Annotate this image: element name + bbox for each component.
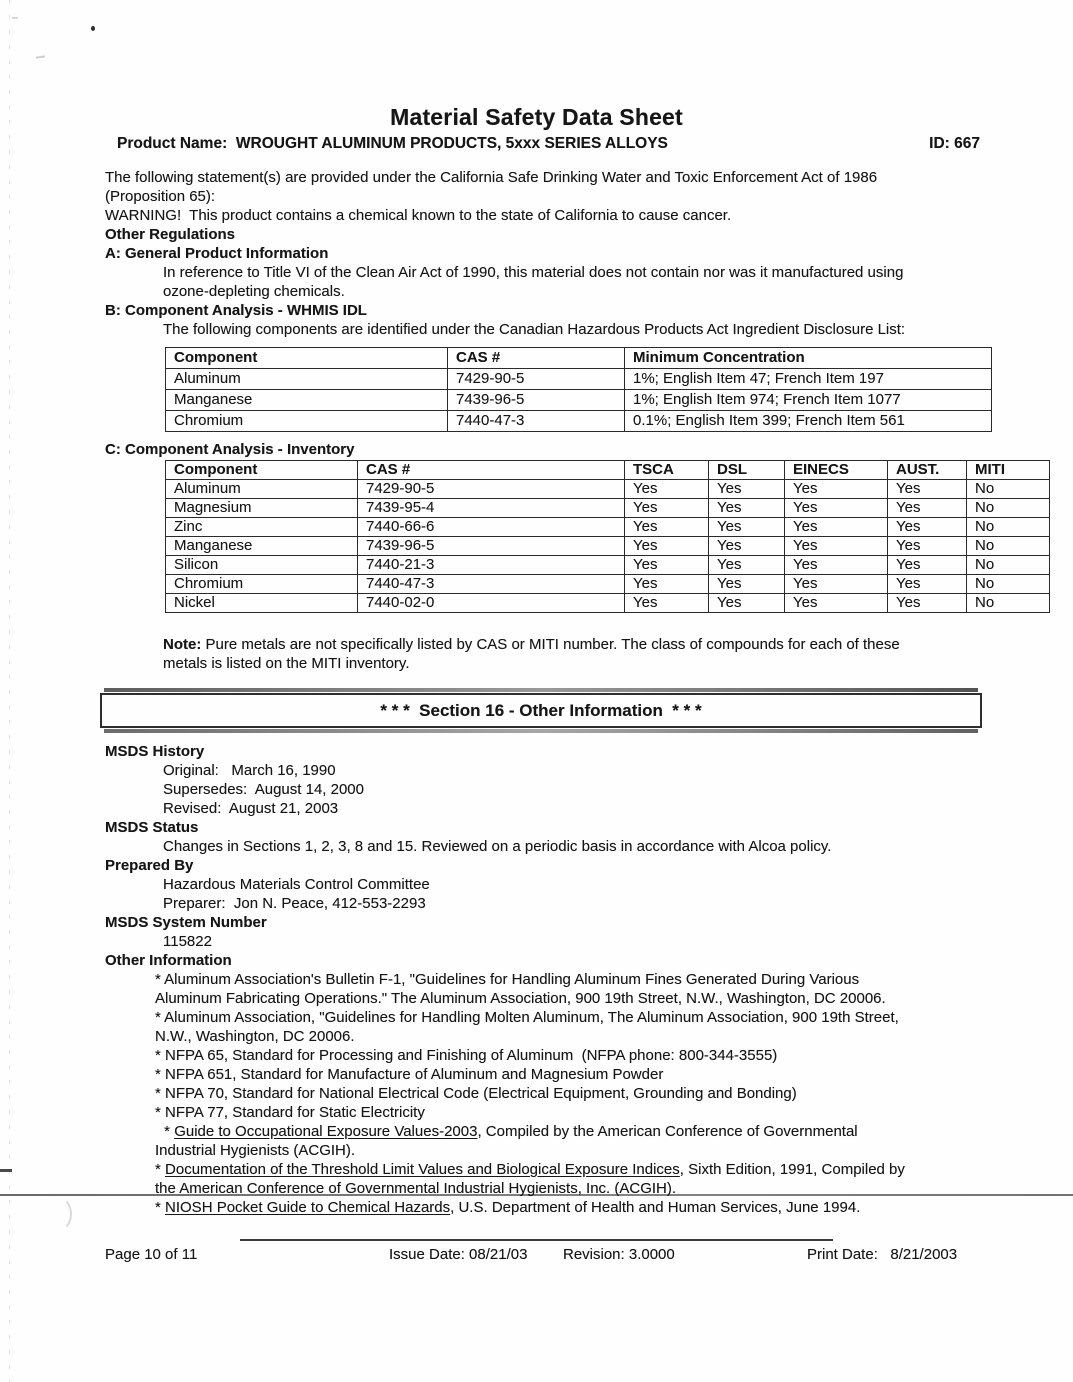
section-16-body [105,742,905,1217]
column-header: CAS # [448,348,625,369]
cell-cas: 7439-96-5 [448,390,625,411]
cell-component: Magnesium [166,499,358,518]
cell-tsca: Yes [625,556,709,575]
msds-history-revised: Revised: August 21, 2003 [163,800,339,817]
cell-dsl: Yes [709,499,785,518]
msds-history-original: Original: March 16, 1990 [163,762,336,779]
table-header-row [166,348,992,369]
cell-aust: Yes [888,518,967,537]
table-row [166,537,1050,556]
other-info-item: * NFPA 65, Standard for Processing and Finishing of Aluminum (NFPA phone: 800-344-3555) [155,1047,778,1064]
other-info-item: * NFPA 77, Standard for Static Electricity [155,1104,425,1121]
cell-miti: No [967,575,1050,594]
cell-aust: Yes [888,556,967,575]
inventory-table [165,460,1050,613]
cell-dsl: Yes [709,556,785,575]
reference-title: NIOSH Pocket Guide to Chemical Hazards [165,1199,451,1216]
msds-history-supersedes: Supersedes: August 14, 2000 [163,781,364,798]
other-information-heading: Other Information [105,952,232,969]
other-info-item: * NFPA 70, Standard for National Electrical Code (Electrical Equipment, Grounding and Bonding) [155,1085,797,1102]
cell-component: Zinc [166,518,358,537]
prepared-by-heading: Prepared By [105,857,194,874]
note-line2: metals is listed on the MITI inventory. [163,655,410,672]
column-header: MITI [967,461,1050,480]
cell-aust: Yes [888,499,967,518]
prepared-by-committee: Hazardous Materials Control Committee [163,876,430,893]
reference-title: Documentation of the Threshold Limit Values and Biological Exposure Indices [165,1161,680,1178]
inventory-note [163,635,900,673]
cell-dsl: Yes [709,480,785,499]
cell-tsca: Yes [625,518,709,537]
scan-edge-noise [9,0,10,1382]
cell-cas: 7439-95-4 [358,499,625,518]
scan-artifact-mark [36,55,45,58]
table-header-row [166,461,1050,480]
cell-cas: 7440-47-3 [448,411,625,432]
msds-history-heading: MSDS History [105,743,205,760]
cell-tsca: Yes [625,594,709,613]
regulations-section [105,168,905,339]
cell-einecs: Yes [785,499,888,518]
cell-einecs: Yes [785,556,888,575]
whmis-table [165,347,992,432]
cell-component: Manganese [166,390,448,411]
cell-aust: Yes [888,575,967,594]
msds-system-number-value: 115822 [163,933,212,950]
section-b-intro: The following components are identified under the Canadian Hazardous Products Act Ingredient Disclosure List: [163,321,906,338]
column-header: DSL [709,461,785,480]
msds-status-body: Changes in Sections 1, 2, 3, 8 and 15. Reviewed on a periodic basis in accordance with Alcoa policy. [163,838,832,855]
scan-artifact-dash [0,1169,12,1172]
msds-system-number-heading: MSDS System Number [105,914,267,931]
cell-einecs: Yes [785,480,888,499]
cell-dsl: Yes [709,575,785,594]
other-info-item: * Documentation of the Threshold Limit Values and Biological Exposure Indices, Sixth Edition, 1991, Compiled by [155,1161,905,1178]
reference-title: Guide to Occupational Exposure Values-2003 [174,1123,478,1140]
table-row [166,390,992,411]
column-header: AUST. [888,461,967,480]
cell-dsl: Yes [709,594,785,613]
cell-concentration: 1%; English Item 47; French Item 197 [625,369,992,390]
cell-aust: Yes [888,594,967,613]
column-header: Minimum Concentration [625,348,992,369]
cell-tsca: Yes [625,575,709,594]
scan-artifact-dot [91,26,95,31]
cell-component: Chromium [166,575,358,594]
table-row [166,411,992,432]
table-row [166,480,1050,499]
document-id: ID: 667 [929,135,980,152]
section-a-body-line1: In reference to Title VI of the Clean Air Act of 1990, this material does not contain nor was it manufactured using [163,264,904,281]
column-header: TSCA [625,461,709,480]
section-16-heading: * * * Section 16 - Other Information * * * [100,693,982,728]
cell-component: Chromium [166,411,448,432]
prop65-warning: WARNING! This product contains a chemical known to the state of California to cause cancer. [105,207,732,224]
note-label: Note: [163,636,202,653]
product-name: Product Name: WROUGHT ALUMINUM PRODUCTS, 5xxx SERIES ALLOYS [117,135,668,152]
table-row [166,518,1050,537]
cell-cas: 7440-21-3 [358,556,625,575]
scan-artifact-mark [12,17,18,19]
cell-dsl: Yes [709,518,785,537]
page-title: Material Safety Data Sheet [390,104,683,130]
cell-einecs: Yes [785,594,888,613]
cell-tsca: Yes [625,499,709,518]
cell-aust: Yes [888,480,967,499]
column-header: EINECS [785,461,888,480]
other-info-item-cont: Industrial Hygienists (ACGIH). [155,1142,356,1159]
table-row [166,369,992,390]
cell-cas: 7440-47-3 [358,575,625,594]
note-line1: Note: Pure metals are not specifically listed by CAS or MITI number. The class of compounds for each of these [163,636,900,653]
cell-miti: No [967,537,1050,556]
cell-concentration: 0.1%; English Item 399; French Item 561 [625,411,992,432]
msds-status-heading: MSDS Status [105,819,199,836]
cell-component: Manganese [166,537,358,556]
table-row [166,499,1050,518]
table-row [166,594,1050,613]
cell-miti: No [967,556,1050,575]
cell-miti: No [967,518,1050,537]
cell-tsca: Yes [625,537,709,556]
page-number: Page 10 of 11 [105,1246,198,1263]
print-date: Print Date: 8/21/2003 [807,1246,958,1263]
section-a-body-line2: ozone-depleting chemicals. [163,283,345,300]
product-name-row [117,135,980,153]
cell-cas: 7440-66-6 [358,518,625,537]
cell-cas: 7439-96-5 [358,537,625,556]
other-info-item-cont: N.W., Washington, DC 20006. [155,1028,355,1045]
other-info-item-cont: the American Conference of Governmental Industrial Hygienists, Inc. (ACGIH). [155,1180,677,1197]
table-row [166,556,1050,575]
other-info-item: * Aluminum Association's Bulletin F-1, "Guidelines for Handling Aluminum Fines Generated During Various [155,971,860,988]
section-b-heading: B: Component Analysis - WHMIS IDL [105,302,367,319]
footer-divider [240,1239,833,1241]
column-header: CAS # [358,461,625,480]
column-header: Component [166,461,358,480]
cell-einecs: Yes [785,575,888,594]
table-row [166,575,1050,594]
scan-artifact-curve [42,1196,72,1232]
other-info-item: * Guide to Occupational Exposure Values-2003, Compiled by the American Conference of Governmental [160,1123,858,1140]
cell-cas: 7429-90-5 [448,369,625,390]
other-info-item: * NFPA 651, Standard for Manufacture of Aluminum and Magnesium Powder [155,1066,664,1083]
other-regulations-heading: Other Regulations [105,226,236,243]
cell-einecs: Yes [785,518,888,537]
cell-miti: No [967,499,1050,518]
other-info-item: * Aluminum Association, "Guidelines for Handling Molten Aluminum, The Aluminum Association, 900 19th Street, [155,1009,899,1026]
cell-miti: No [967,594,1050,613]
prepared-by-preparer: Preparer: Jon N. Peace, 412-553-2293 [163,895,426,912]
other-info-item: * NIOSH Pocket Guide to Chemical Hazards, U.S. Department of Health and Human Services, June 1994. [155,1199,861,1216]
cell-dsl: Yes [709,537,785,556]
section-c-heading: C: Component Analysis - Inventory [105,441,355,458]
section-a-heading: A: General Product Information [105,245,329,262]
prop65-statement-line1: The following statement(s) are provided under the California Safe Drinking Water and Toxic Enforcement Act of 1986 [105,169,878,186]
cell-component: Nickel [166,594,358,613]
cell-concentration: 1%; English Item 974; French Item 1077 [625,390,992,411]
cell-einecs: Yes [785,537,888,556]
cell-component: Silicon [166,556,358,575]
cell-tsca: Yes [625,480,709,499]
revision: Revision: 3.0000 [563,1246,675,1263]
cell-cas: 7440-02-0 [358,594,625,613]
issue-date: Issue Date: 08/21/03 [389,1246,528,1263]
cell-aust: Yes [888,537,967,556]
other-info-item-cont: Aluminum Fabricating Operations." The Aluminum Association, 900 19th Street, N.W., Washington, DC 20006. [155,990,886,1007]
cell-cas: 7429-90-5 [358,480,625,499]
cell-component: Aluminum [166,369,448,390]
prop65-statement-line2: (Proposition 65): [105,188,216,205]
cell-component: Aluminum [166,480,358,499]
column-header: Component [166,348,448,369]
cell-miti: No [967,480,1050,499]
